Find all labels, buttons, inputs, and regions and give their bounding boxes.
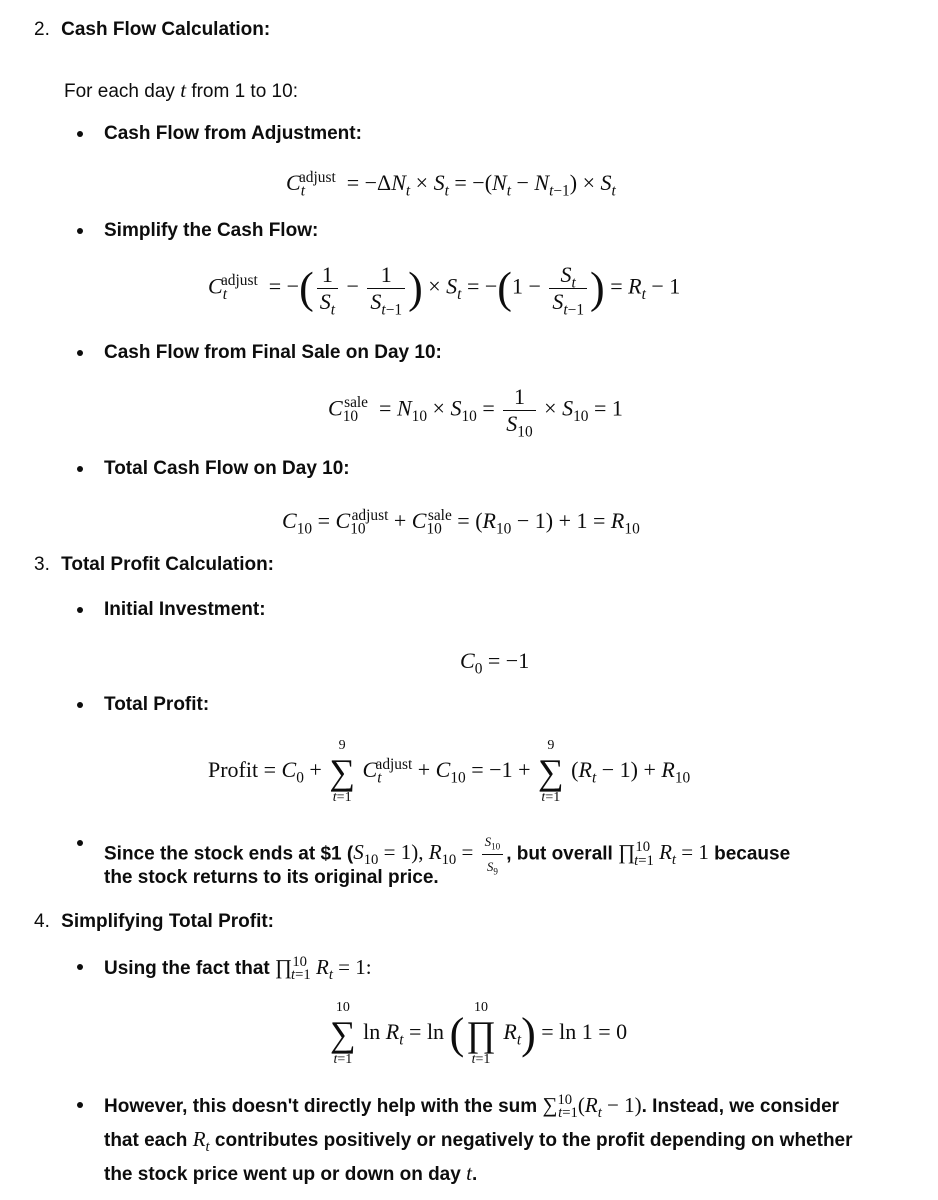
section-2-heading <box>34 18 270 42</box>
bullet-label: Simplify the Cash Flow: <box>104 220 319 241</box>
section-number: 2. <box>34 19 50 40</box>
note-suffix: because <box>714 843 791 865</box>
intro-text <box>64 78 298 104</box>
bullet-fact: Using the fact that ∏$^{10}_{t=1}$ $R_t = 1$: <box>104 954 372 984</box>
equation-log: 10 ∑ t=1 $\ln R_t = \ln$ ( 10 ∏ t=1 $R_t) = \ln 1 = 0$ <box>330 1000 628 1067</box>
equation-simplify: $C_t^{adjust}$ = −( $\frac{1}{S_t}$ − $\frac{1}{S_{t-1}}$ ) × $S_t = -(1$ − $\frac{S_t}{S_{t-1}}$ ) = $R_t - 1$ <box>208 262 681 319</box>
equation-initial: $C_0 = -1$ <box>460 648 530 678</box>
bullet-label: Total Cash Flow on Day 10: <box>104 458 350 479</box>
however-suffix: . Instead, we consider <box>641 1096 840 1117</box>
section-title: Total Profit Calculation: <box>61 554 275 575</box>
intro-suffix: from 1 to 10: <box>191 81 298 102</box>
section-number: 3. <box>34 554 50 575</box>
bullet-label: Initial Investment: <box>104 599 266 620</box>
bullet-dot <box>77 702 83 708</box>
profit-note-line1: Since the stock ends at $1 $(S_{10} = 1)$, $R_{10}$ = $\frac{S_{10}}{S_9}$ , but overall ∏$^{10}_{t=1}$ $R_t = 1$ because <box>104 830 790 879</box>
however-line2-suffix: contributes positively or negatively to the profit depending on whether <box>214 1130 853 1151</box>
equation-adjust: $C_t^{adjust} = -\Delta N_t \times S_t = -(N_t - N_{t-1}) \times S_t$ <box>286 168 616 200</box>
however-line2-prefix: that each <box>104 1130 188 1151</box>
bullet-dot <box>77 466 83 472</box>
bullet-however-line3: the stock price went up or down on day t. <box>104 1161 478 1185</box>
section-4-heading <box>34 910 274 934</box>
bullet-dot <box>77 840 83 846</box>
bullet-label: Cash Flow from Final Sale on Day 10: <box>104 342 442 363</box>
equation-profit: Profit = $C_0$ + 9 ∑ t=1 $C_t^{adjust} + C_{10} = -1$ + 9 ∑ t=1 $(R_t - 1) + R_{10}$ <box>208 738 691 805</box>
equation-sale: $C_{10}^{sale} = N_{10} \times S_{10}$ = $\frac{1}{S_{10}}$ × $S_{10} = 1$ <box>328 384 623 441</box>
bullet-dot <box>77 350 83 356</box>
bullet-however-line2: that each $R_t$ contributes positively or negatively to the profit depending on whether <box>104 1127 853 1156</box>
bullet-dot <box>77 228 83 234</box>
equation-total-day10: $C_{10} = C_{10}^{adjust} + C_{10}^{sale} = (R_{10} - 1) + 1 = R_{10}$ <box>282 506 640 538</box>
bullet-label: Total Profit: <box>104 694 210 715</box>
bullet-dot <box>77 964 83 970</box>
fact-prefix: Using the fact that <box>104 958 270 979</box>
intro-prefix: For each day <box>64 81 175 102</box>
bullet-label: Cash Flow from Adjustment: <box>104 123 362 144</box>
note-mid: but overall <box>516 843 613 865</box>
bullet-dot <box>77 131 83 137</box>
however-line3: the stock price went up or down on day <box>104 1164 461 1185</box>
profit-note-line2: the stock returns to its original price. <box>104 867 439 888</box>
note-prefix: Since the stock ends at $1 ( <box>104 843 354 865</box>
section-title: Cash Flow Calculation: <box>61 19 271 40</box>
bullet-dot <box>77 1102 83 1108</box>
bullet-however-line1: However, this doesn't directly help with the sum $\sum^{10}_{t=1}(R_t - 1)$. Instead, we consider <box>104 1092 840 1122</box>
bullet-dot <box>77 607 83 613</box>
section-title: Simplifying Total Profit: <box>61 911 274 932</box>
however-prefix: However, this doesn't directly help with the sum <box>104 1096 538 1117</box>
intro-var: t <box>180 78 187 102</box>
section-number: 4. <box>34 911 50 932</box>
section-3-heading <box>34 553 274 577</box>
